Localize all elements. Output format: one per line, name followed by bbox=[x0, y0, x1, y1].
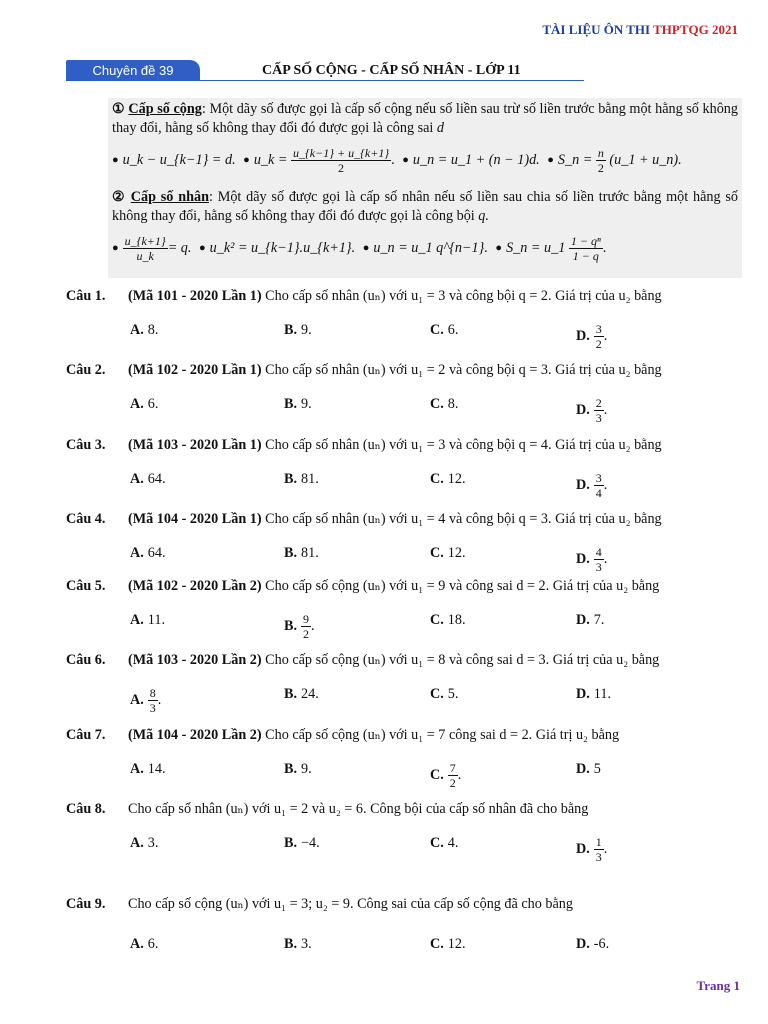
arithmetic-formula-4-rhs: (u_1 + u_n). bbox=[609, 151, 682, 168]
answer-option bbox=[130, 471, 166, 488]
answer-tail: . bbox=[603, 401, 608, 418]
answer-value: 3. bbox=[147, 835, 159, 851]
answer-label: D. bbox=[576, 686, 590, 702]
answer-value: 12. bbox=[447, 471, 466, 487]
geometric-formulas: ● $\frac{u\_\{k+1\}}{u\_k}$ = q. ● u_k² = u_{k−1}.u_{k+1}. ● u_n = u_1 q^{n−1}. ● S_n = u_1 $\frac{\text{1 − qⁿ}}{1 - q}$ . bbox=[112, 234, 607, 263]
answer-label: B. bbox=[284, 396, 298, 412]
answer-option bbox=[576, 761, 601, 778]
answer-label: B. bbox=[284, 322, 298, 338]
question-text: Cho cấp số cộng (uₙ) với u₁ = 3; u₂ = 9. Công sai của cấp số cộng đã cho bằng bbox=[128, 896, 573, 912]
question-text: Cho cấp số nhân (uₙ) với u₁ = 3 và công bội q = 2. Giá trị của u₂ bằng bbox=[265, 288, 662, 304]
answer-value: 8. bbox=[447, 396, 459, 412]
answer-option bbox=[284, 835, 320, 852]
answer-tail: . bbox=[457, 766, 462, 783]
geometric-formula-4-rhs: . bbox=[602, 239, 607, 256]
question-source-tag: (Mã 102 - 2020 Lần 2) bbox=[128, 578, 262, 594]
answer-option bbox=[130, 835, 158, 852]
header-divider bbox=[66, 80, 584, 81]
answer-option bbox=[430, 835, 458, 852]
answer-label: A. bbox=[130, 471, 144, 487]
arithmetic-formulas: ● u_k − u_{k−1} = d. ● u_k = $\frac{u\_\{k-1\} + u\_\{k+1\}}{2}$ . ● u_n = u_1 + (n − 1)d. ● S_n = $\frac{n}{2}$ (u_1 + u_n). bbox=[112, 146, 682, 175]
answer-label: C. bbox=[430, 766, 444, 783]
question-stem bbox=[66, 362, 662, 379]
page-number: Trang 1 bbox=[696, 978, 740, 993]
arithmetic-formula-1: u_k − u_{k−1} = d. bbox=[122, 151, 236, 168]
arithmetic-symbol: d bbox=[436, 120, 444, 136]
question-text: Cho cấp số nhân (uₙ) với u₁ = 4 và công bội q = 3. Giá trị của u₂ bằng bbox=[265, 511, 662, 527]
answer-label: A. bbox=[130, 691, 144, 708]
answer-value: 81. bbox=[301, 471, 319, 487]
answer-tail: . bbox=[603, 327, 608, 344]
answer-option bbox=[430, 545, 466, 562]
answer-value: 64. bbox=[147, 471, 166, 487]
question-number: Câu 6. bbox=[66, 652, 106, 668]
answer-value: 5. bbox=[447, 686, 459, 702]
arithmetic-formula-3: u_n = u_1 + (n − 1)d. bbox=[412, 151, 540, 168]
answer-label: C. bbox=[430, 936, 444, 952]
answer-label: C. bbox=[430, 471, 444, 487]
geometric-definition bbox=[112, 188, 738, 226]
answer-value: 9. bbox=[301, 396, 312, 412]
answer-label: C. bbox=[430, 686, 444, 702]
answer-option bbox=[576, 322, 607, 351]
geometric-formula-3: u_n = u_1 q^{n−1}. bbox=[373, 239, 488, 256]
question-stem bbox=[66, 437, 662, 454]
answer-tail: . bbox=[603, 840, 608, 857]
answer-value: 18. bbox=[447, 612, 466, 628]
answer-label: D. bbox=[576, 612, 590, 628]
answer-label: D. bbox=[576, 840, 590, 857]
answer-value: 6. bbox=[147, 936, 159, 952]
answer-fraction: $\frac{9}{2}$ bbox=[303, 612, 310, 641]
answer-fraction: $\frac{7}{2}$ bbox=[449, 761, 456, 790]
answer-value: -6. bbox=[593, 936, 610, 952]
answer-label: A. bbox=[130, 396, 144, 412]
answer-option bbox=[576, 936, 609, 953]
question-stem bbox=[66, 511, 662, 528]
answer-fraction: $\frac{2}{3}$ bbox=[595, 396, 602, 425]
document-series-title bbox=[542, 22, 738, 38]
answer-label: A. bbox=[130, 835, 144, 851]
answer-tail: . bbox=[157, 691, 162, 708]
question-stem bbox=[66, 896, 573, 913]
answer-label: D. bbox=[576, 327, 590, 344]
answer-label: B. bbox=[284, 686, 298, 702]
answer-label: D. bbox=[576, 936, 590, 952]
answer-label: B. bbox=[284, 761, 298, 777]
arithmetic-formula-2-lhs: u_k = bbox=[253, 151, 288, 168]
arithmetic-text: : Một dãy số được gọi là cấp số cộng nếu số liền sau trừ số liền trước bằng một hằng số không thay đổi, hằng số không thay đổi đó được gọi là công sai bbox=[112, 101, 738, 136]
marker-two: ② bbox=[112, 189, 126, 205]
arithmetic-formula-4-fraction: $\frac{n}{2}$ bbox=[597, 146, 604, 175]
arithmetic-definition bbox=[112, 100, 738, 138]
arithmetic-title: Cấp số cộng bbox=[128, 101, 202, 117]
answer-option bbox=[284, 545, 319, 562]
answer-value: 11. bbox=[147, 612, 166, 628]
answer-label: A. bbox=[130, 322, 144, 338]
geometric-title: Cấp số nhân bbox=[130, 189, 209, 205]
question-stem bbox=[66, 801, 588, 818]
answer-value: 8. bbox=[147, 322, 159, 338]
answer-value: 64. bbox=[147, 545, 166, 561]
geometric-symbol: q. bbox=[478, 208, 489, 224]
question-stem bbox=[66, 727, 619, 744]
question-number: Câu 2. bbox=[66, 362, 106, 378]
answer-label: C. bbox=[430, 396, 444, 412]
arithmetic-formula-2-fraction: $\frac{u\_\{k-1\} + u\_\{k+1\}}{2}$ bbox=[292, 146, 390, 175]
answer-option bbox=[130, 612, 165, 629]
answer-value: 81. bbox=[301, 545, 319, 561]
series-label: TÀI LIỆU ÔN THI bbox=[542, 22, 651, 37]
topic-tag: Chuyên đề 39 bbox=[66, 60, 200, 81]
question-text: Cho cấp số cộng (uₙ) với u₁ = 9 và công sai d = 2. Giá trị của u₂ bằng bbox=[265, 578, 660, 594]
question-text: Cho cấp số nhân (uₙ) với u₁ = 2 và u₂ = 6. Công bội của cấp số nhân đã cho bằng bbox=[128, 801, 589, 817]
answer-value: −4. bbox=[301, 835, 320, 851]
answer-fraction: $\frac{8}{3}$ bbox=[149, 686, 156, 715]
question-number: Câu 7. bbox=[66, 727, 106, 743]
answer-label: B. bbox=[284, 471, 298, 487]
answer-value: 24. bbox=[301, 686, 319, 702]
answer-value: 9. bbox=[301, 761, 312, 777]
question-stem bbox=[66, 578, 659, 595]
answer-option bbox=[576, 471, 607, 500]
question-text: Cho cấp số nhân (uₙ) với u₁ = 3 và công bội q = 4. Giá trị của u₂ bằng bbox=[265, 437, 662, 453]
answer-tail: . bbox=[603, 476, 608, 493]
question-number: Câu 3. bbox=[66, 437, 106, 453]
question-number: Câu 1. bbox=[66, 288, 106, 304]
question-number: Câu 4. bbox=[66, 511, 106, 527]
theory-box bbox=[108, 98, 742, 278]
answer-value: 6. bbox=[147, 396, 159, 412]
answer-option bbox=[284, 322, 312, 339]
answer-option bbox=[430, 761, 461, 790]
answer-option bbox=[576, 612, 604, 629]
geometric-formula-2: u_k² = u_{k−1}.u_{k+1}. bbox=[209, 239, 356, 256]
answer-option bbox=[130, 545, 166, 562]
answer-fraction: $\frac{3}{2}$ bbox=[595, 322, 602, 351]
answer-option bbox=[130, 396, 158, 413]
answer-option bbox=[430, 471, 466, 488]
geometric-formula-4-fraction: $\frac{\text{1 − qⁿ}}{1 - q}$ bbox=[570, 234, 601, 263]
geometric-formula-4-lhs: S_n = u_1 bbox=[506, 239, 566, 256]
answer-option bbox=[130, 936, 158, 953]
question-text: Cho cấp số cộng (uₙ) với u₁ = 8 và công sai d = 3. Giá trị của u₂ bằng bbox=[265, 652, 660, 668]
answer-option bbox=[130, 686, 161, 715]
arithmetic-formula-4-lhs: S_n = bbox=[557, 151, 593, 168]
answer-option bbox=[284, 396, 312, 413]
answer-value: 7. bbox=[593, 612, 605, 628]
answer-option bbox=[284, 471, 319, 488]
answer-option bbox=[576, 835, 607, 864]
question-number: Câu 5. bbox=[66, 578, 106, 594]
answer-value: 12. bbox=[447, 545, 466, 561]
answer-option bbox=[430, 322, 458, 339]
answer-label: B. bbox=[284, 936, 298, 952]
answer-fraction: $\frac{1}{3}$ bbox=[595, 835, 602, 864]
marker-one: ① bbox=[112, 101, 125, 117]
answer-label: B. bbox=[284, 835, 298, 851]
question-stem bbox=[66, 288, 662, 305]
answer-option bbox=[576, 686, 611, 703]
answer-label: A. bbox=[130, 545, 144, 561]
question-text: Cho cấp số nhân (uₙ) với u₁ = 2 và công bội q = 3. Giá trị của u₂ bằng bbox=[265, 362, 662, 378]
question-source-tag: (Mã 103 - 2020 Lần 2) bbox=[128, 652, 262, 668]
answer-label: D. bbox=[576, 476, 590, 493]
answer-option bbox=[430, 396, 458, 413]
question-source-tag: (Mã 101 - 2020 Lần 1) bbox=[128, 288, 262, 304]
answer-label: D. bbox=[576, 550, 590, 567]
answer-label: B. bbox=[284, 617, 298, 634]
answer-label: C. bbox=[430, 322, 444, 338]
geometric-formula-1-fraction: $\frac{u\_\{k+1\}}{u\_k}$ bbox=[124, 234, 166, 263]
answer-label: C. bbox=[430, 545, 444, 561]
question-number: Câu 8. bbox=[66, 801, 106, 817]
answer-option bbox=[576, 545, 607, 574]
question-source-tag: (Mã 104 - 2020 Lần 2) bbox=[128, 727, 262, 743]
answer-tail: . bbox=[603, 550, 608, 567]
question-stem bbox=[66, 652, 659, 669]
answer-option bbox=[284, 612, 315, 641]
answer-option bbox=[284, 936, 312, 953]
answer-option bbox=[130, 761, 166, 778]
answer-label: A. bbox=[130, 761, 144, 777]
answer-option bbox=[284, 761, 312, 778]
answer-label: A. bbox=[130, 936, 144, 952]
answer-fraction: $\frac{3}{4}$ bbox=[595, 471, 602, 500]
answer-label: D. bbox=[576, 401, 590, 418]
answer-option bbox=[130, 322, 158, 339]
answer-value: 3. bbox=[301, 936, 312, 952]
answer-option bbox=[284, 686, 319, 703]
question-source-tag: (Mã 104 - 2020 Lần 1) bbox=[128, 511, 262, 527]
question-source-tag: (Mã 103 - 2020 Lần 1) bbox=[128, 437, 262, 453]
page-title: CẤP SỐ CỘNG - CẤP SỐ NHÂN - LỚP 11 bbox=[262, 63, 521, 78]
answer-value: 11. bbox=[593, 686, 612, 702]
answer-value: 9. bbox=[301, 322, 312, 338]
question-text: Cho cấp số cộng (uₙ) với u₁ = 7 công sai d = 2. Giá trị u₂ bằng bbox=[265, 727, 620, 743]
answer-option bbox=[430, 686, 458, 703]
answer-option bbox=[430, 936, 466, 953]
answer-value: 14. bbox=[147, 761, 166, 777]
answer-value: 4. bbox=[447, 835, 459, 851]
answer-label: C. bbox=[430, 612, 444, 628]
answer-option bbox=[576, 396, 607, 425]
answer-fraction: $\frac{4}{3}$ bbox=[595, 545, 602, 574]
answer-option bbox=[430, 612, 466, 629]
answer-tail: . bbox=[311, 617, 315, 634]
question-source-tag: (Mã 102 - 2020 Lần 1) bbox=[128, 362, 262, 378]
answer-value: 6. bbox=[447, 322, 459, 338]
question-number: Câu 9. bbox=[66, 896, 106, 912]
answer-label: C. bbox=[430, 835, 444, 851]
answer-value: 5 bbox=[593, 761, 601, 777]
answer-value: 12. bbox=[447, 936, 466, 952]
geometric-formula-1-rhs: = q. bbox=[167, 239, 192, 256]
geometric-text: : Một dãy số được gọi là cấp số nhân nếu số liền sau chia số liền trước bằng một hằng số không thay đổi, hằng số không thay đổi đó được gọi là công bội bbox=[112, 189, 738, 224]
answer-label: D. bbox=[576, 761, 590, 777]
answer-label: A. bbox=[130, 612, 144, 628]
series-exam: THPTQG 2021 bbox=[653, 22, 738, 37]
answer-label: B. bbox=[284, 545, 298, 561]
